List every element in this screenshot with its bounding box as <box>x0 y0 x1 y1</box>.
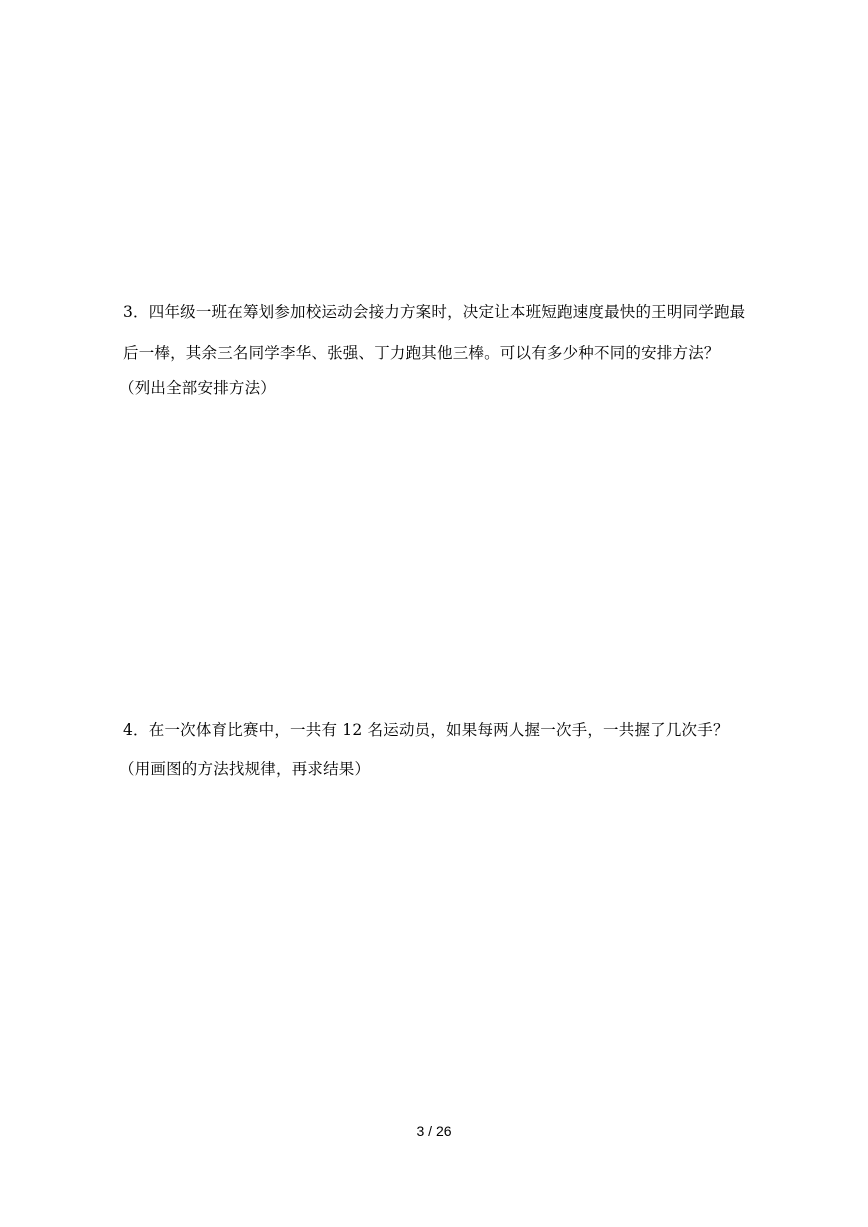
question-3-line-1: 3．四年级一班在筹划参加校运动会接力方案时，决定让本班短跑速度最快的王明同学跑最 <box>123 303 746 321</box>
question-4-hint: （用画图的方法找规律，再求结果） <box>119 760 371 778</box>
page-number: 3 / 26 <box>416 1123 452 1139</box>
question-3-hint: （列出全部安排方法） <box>119 379 277 397</box>
question-3-line-2: 后一棒，其余三名同学李华、张强、丁力跑其他三棒。可以有多少种不同的安排方法？ <box>123 344 720 362</box>
question-4-line-1: 4．在一次体育比赛中，一共有 12 名运动员，如果每两人握一次手，一共握了几次手？ <box>123 721 729 739</box>
